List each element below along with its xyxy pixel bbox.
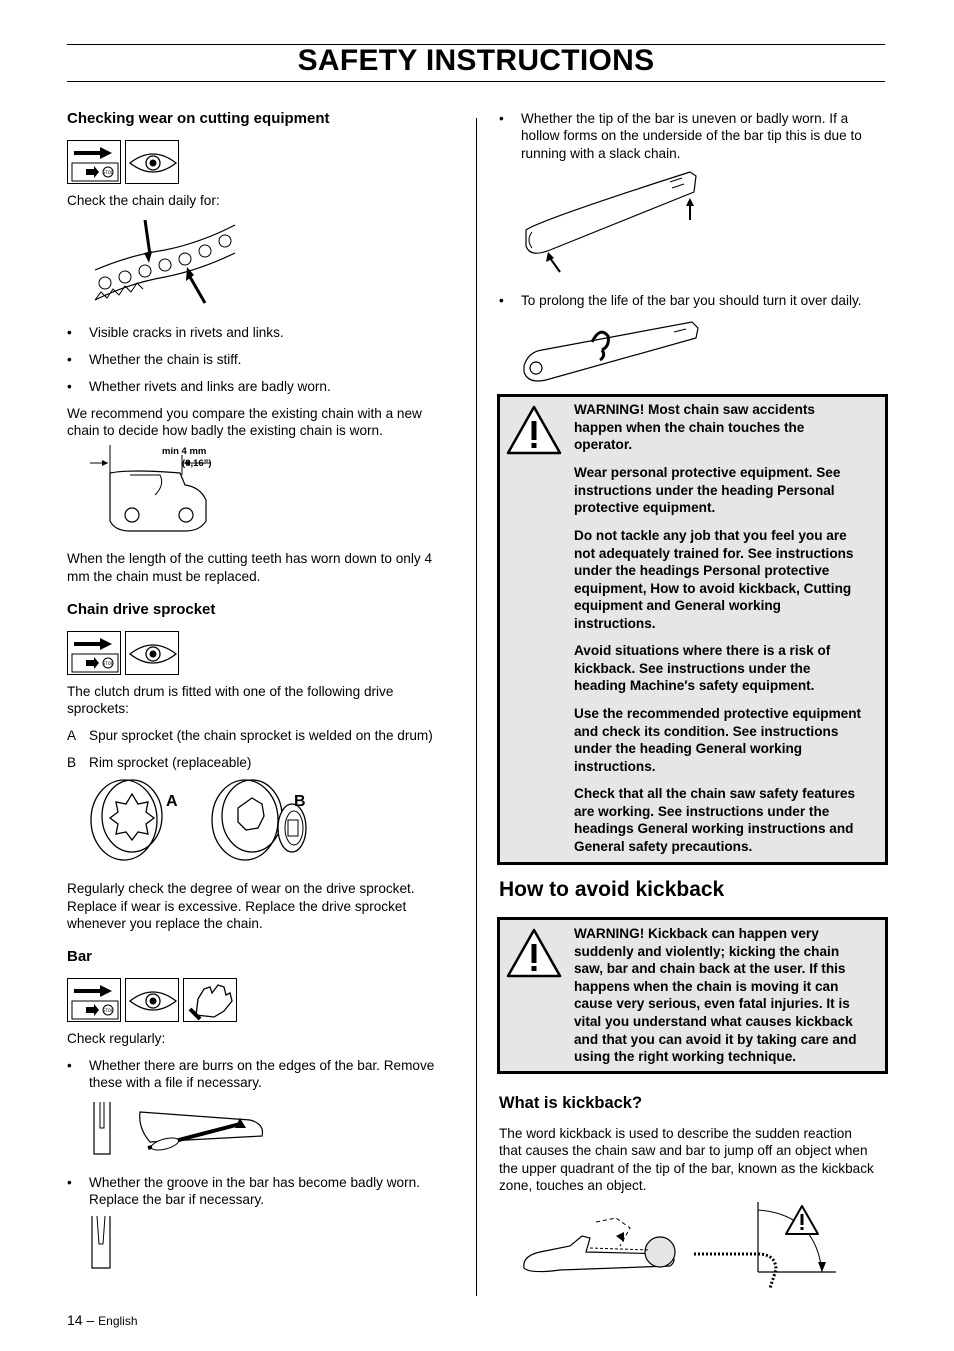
bullet-text: Whether the tip of the bar is uneven or badly worn. If a	[521, 111, 849, 126]
sprocket-illustration	[90, 776, 320, 862]
eye-icon	[125, 978, 179, 1022]
warning-paragraph: WARNING! Most chain saw accidents happen when the chain touches the operator.	[574, 402, 815, 453]
procedure-icons-2	[67, 631, 179, 675]
warning-box-kickback	[497, 917, 888, 1074]
sprocket-item-a-letter: A	[67, 728, 77, 743]
bullet-text: Whether rivets and links are badly worn.	[89, 379, 331, 394]
eye-icon	[125, 631, 179, 675]
svg-text:STOP: STOP	[102, 661, 114, 666]
sprocket-heading: Chain drive sprocket	[67, 601, 216, 618]
compare-line-1: We recommend you compare the existing chain with a new	[67, 406, 422, 421]
kickback-saw-illustration	[520, 1218, 680, 1276]
checking-heading: Checking wear on cutting equipment	[67, 110, 330, 127]
what-line-4: zone, touches an object.	[499, 1178, 647, 1193]
worn-bar-tip-illustration	[520, 168, 700, 274]
what-line-3: the upper quadrant of the tip of the bar, known as the kickback	[499, 1161, 874, 1176]
worn-line-1: When the length of the cutting teeth has worn down to only 4	[67, 551, 433, 566]
header-bottom-rule	[67, 81, 885, 82]
sprocket-para-2: Replace if wear is excessive. Replace the drive sprocket	[67, 899, 407, 914]
page-title: SAFETY INSTRUCTIONS	[297, 44, 655, 77]
sprocket-item-b-letter: B	[67, 755, 77, 770]
tip-line-3: running with a slack chain.	[521, 146, 681, 161]
bullet-text: To prolong the life of the bar you should turn it over daily.	[521, 293, 862, 308]
sprocket-intro-1: The clutch drum is fitted with one of the following drive	[67, 684, 394, 699]
worn-line-2: mm the chain must be replaced.	[67, 569, 261, 584]
what-line-1: The word kickback is used to describe the sudden reaction	[499, 1126, 852, 1141]
bar-heading: Bar	[67, 948, 93, 965]
warning-paragraph: Check that all the chain saw safety features are working. See instructions under the headings General working instructions and General safety precautions.	[574, 786, 856, 854]
stop-arrow-icon	[67, 631, 121, 675]
what-is-kickback-heading: What is kickback?	[499, 1094, 643, 1112]
sprocket-item-a-text: Spur sprocket (the chain sprocket is welded on the drum)	[89, 728, 433, 743]
sprocket-para-3: whenever you replace the chain.	[67, 916, 263, 931]
worn-groove-illustration	[90, 1214, 114, 1270]
sprocket-label-b: B	[294, 793, 306, 810]
bullet-text: Visible cracks in rivets and links.	[89, 325, 284, 340]
bullet-dot: •	[499, 111, 504, 126]
page-footer	[67, 1312, 138, 1328]
min-length-label: min 4 mm	[162, 446, 207, 457]
what-line-2: that causes the chain saw and bar to jump off an object when	[499, 1143, 868, 1158]
eye-icon	[125, 140, 179, 184]
svg-text:STOP: STOP	[102, 1008, 114, 1013]
warning-triangle-icon	[506, 403, 562, 455]
glove-icon	[183, 978, 237, 1022]
bullet-text: Whether the groove in the bar has become badly worn.	[89, 1175, 420, 1190]
bullet-text: Whether there are burrs on the edges of the bar. Remove	[89, 1058, 435, 1073]
sprocket-intro-2: sprockets:	[67, 701, 129, 716]
groove-line-2: Replace the bar if necessary.	[89, 1192, 265, 1207]
warning-paragraph: Use the recommended protective equipment and check its condition. See instructions under the heading General working instructions.	[574, 706, 862, 774]
warning-paragraph: Avoid situations where there is a risk of kickback. See instructions under the heading Machine′s safety equipment.	[574, 643, 831, 694]
stop-arrow-icon	[67, 140, 121, 184]
tip-line-2: hollow forms on the underside of the bar tip this is due to	[521, 128, 862, 143]
bullet-dot: •	[499, 293, 504, 308]
sprocket-label-a: A	[166, 793, 178, 810]
column-divider	[476, 118, 477, 1296]
bullet-dot: •	[67, 1175, 72, 1190]
warning-paragraph: Wear personal protective equipment. See instructions under the heading Personal protective equipment.	[574, 465, 841, 516]
turn-bar-illustration	[520, 316, 700, 386]
kickback-heading: How to avoid kickback	[499, 878, 725, 901]
procedure-icons-3	[67, 978, 237, 1022]
sprocket-item-b-text: Rim sprocket (replaceable)	[89, 755, 252, 770]
min-length-inch-label: (0,16”)	[182, 458, 212, 469]
warning-box-accidents	[497, 394, 888, 865]
bar-file-illustration	[90, 1098, 270, 1156]
kickback-zone-diagram	[694, 1200, 838, 1290]
stop-arrow-icon	[67, 978, 121, 1022]
warning-paragraph: WARNING! Kickback can happen very suddenly and violently; kicking the chain saw, bar and chain back at the user. If this happens when the chain is moving it can cause very serious, even fatal injuries. It is vital you understand what causes kickback and that you can avoid it by taking care and using the right working technique.	[574, 926, 857, 1065]
burrs-line-2: these with a file if necessary.	[89, 1075, 262, 1090]
chain-illustration	[90, 215, 240, 307]
bullet-dot: •	[67, 352, 72, 367]
svg-text:STOP: STOP	[102, 170, 114, 175]
bullet-text: Whether the chain is stiff.	[89, 352, 242, 367]
bar-intro: Check regularly:	[67, 1031, 166, 1046]
warning-paragraph: Do not tackle any job that you feel you are not adequately trained for. See instructions under the headings Personal protective equipment, How to avoid kickback, Cutting equipment and General working instructions.	[574, 528, 854, 631]
bullet-dot: •	[67, 1058, 72, 1073]
bullet-dot: •	[67, 379, 72, 394]
bullet-dot: •	[67, 325, 72, 340]
checking-intro: Check the chain daily for:	[67, 193, 220, 208]
compare-line-2: chain to decide how badly the existing chain is worn.	[67, 423, 383, 438]
sprocket-para-1: Regularly check the degree of wear on the drive sprocket.	[67, 881, 415, 896]
procedure-icons-1	[67, 140, 179, 184]
footer-language: English	[98, 1314, 138, 1328]
warning-triangle-icon	[506, 926, 562, 978]
page-number: 14 –	[67, 1312, 95, 1328]
